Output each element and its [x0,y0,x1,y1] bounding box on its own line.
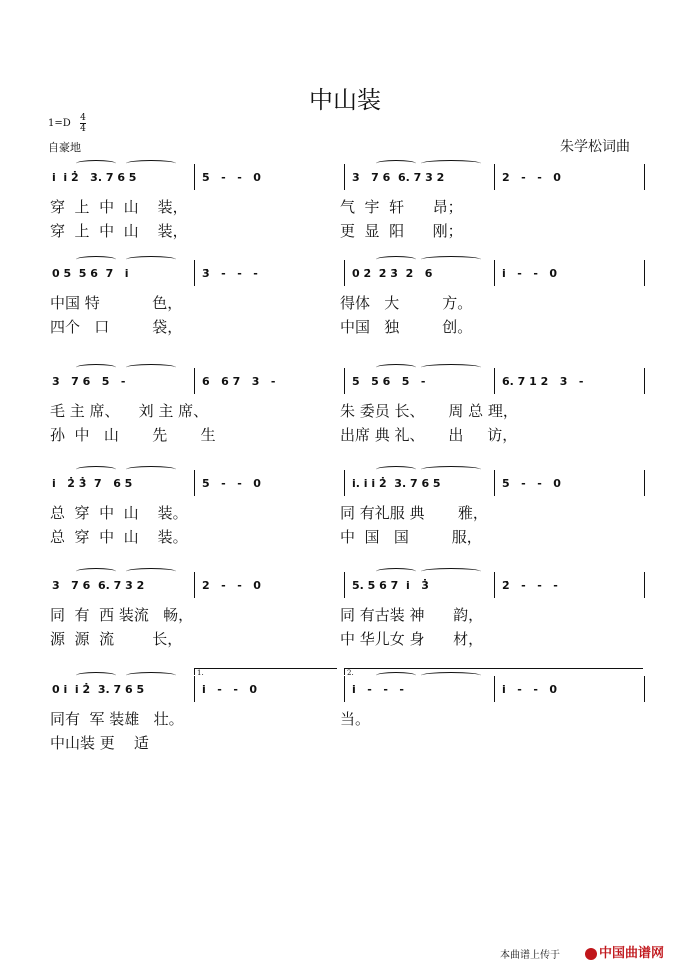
slur-mark [376,568,416,575]
measure: 3 7 6 6. 7 3 2 [352,171,445,184]
slur-mark [126,568,176,575]
barline [644,676,645,702]
barline [194,260,195,286]
notes-line [46,370,646,394]
measure: 2 - - 0 [202,579,261,592]
lyric-line: 总 穿 中 山 装。 [50,504,188,522]
lyric-line: 中国 特 色， [50,294,183,312]
measure: i - - 0 [502,267,558,280]
measure: 5 - - 0 [202,477,261,490]
barline [494,164,495,190]
lyric-line: 得体 大 方。 [340,294,473,312]
slur-mark [76,568,116,575]
slur-mark [76,672,116,679]
song-title: 中山装 [309,86,381,114]
site-name: 中国曲谱网 [599,946,665,961]
lyric-line: 孙 中 山 先 生 [50,426,216,444]
measure: i i 2̇ 3. 7 6 5 [52,171,137,184]
barline [494,676,495,702]
measure: 5. 5 6 7 i 3̇ [352,579,429,592]
composer: 朱学松词曲 [560,139,630,155]
barline [644,470,645,496]
slur-mark [126,466,176,473]
barline [344,260,345,286]
slur-mark [76,256,116,263]
barline [644,572,645,598]
slur-mark [376,364,416,371]
barline [494,470,495,496]
lyric-line: 源 源 流 长， [50,630,183,648]
slur-mark [126,160,176,167]
notes-line [46,678,646,702]
slur-mark [376,256,416,263]
barline [344,676,345,702]
slur-mark [421,256,481,263]
barline [344,368,345,394]
notes-line [46,166,646,190]
measure: i. i i 2̇ 3. 7 6 5 [352,477,441,490]
key-signature: 1=D [48,118,71,129]
measure: 0 i i 2̇ 3. 7 6 5 [52,683,145,696]
barline [194,368,195,394]
barline [194,470,195,496]
slur-mark [126,256,176,263]
slur-mark [421,466,481,473]
slur-mark [376,160,416,167]
slur-mark [421,568,481,575]
lyric-line: 穿 上 中 山 装， [50,222,188,240]
slur-mark [421,160,481,167]
lyric-line: 穿 上 中 山 装， [50,198,188,216]
barline [644,368,645,394]
measure: 3̇ - - - [202,267,258,280]
measure: 5 - - 0 [202,171,261,184]
measure: i - - 0 [502,683,558,696]
slur-mark [76,160,116,167]
barline [344,470,345,496]
notes-line [46,574,646,598]
barline [494,368,495,394]
barline [194,164,195,190]
measure: i - - 0 [202,683,258,696]
measure: i 2̇ 3̇ 7 6 5 [52,477,133,490]
logo-icon [585,948,597,960]
lyric-line: 同 有 西 装流 畅， [50,606,194,624]
measure: 2̇ - - - [502,579,558,592]
lyric-line: 同 有礼服 典 雅， [340,504,488,522]
lyric-line: 四个 口 袋， [50,318,183,336]
lyric-line: 中 国 国 服， [340,528,482,546]
lyric-line: 更 显 阳 刚； [340,222,463,240]
barline [494,260,495,286]
notes-line [46,472,646,496]
barline [494,572,495,598]
slur-mark [76,364,116,371]
lyric-line: 当。 [340,710,371,728]
lyric-line: 朱 委员 长、 周 总 理， [340,402,518,420]
volta-second: 2. [344,668,643,675]
upload-text: 本曲谱上传于 [500,950,560,961]
measure: i - - - [352,683,404,696]
notes-line [46,262,646,286]
tempo-mood: 自豪地 [48,141,81,154]
lyric-line: 毛 主 席、 刘 主 席、 [50,402,209,420]
measure: 3 7 6 6. 7 3 2 [52,579,145,592]
measure: 2 - - 0 [502,171,561,184]
volta-first: 1. [194,668,337,675]
measure: 0 5 5 6 7 i [52,267,129,280]
measure: 5 5 6 5 - [352,375,426,388]
slur-mark [421,364,481,371]
lyric-line: 中山装 更 适 [50,734,149,752]
lyric-line: 总 穿 中 山 装。 [50,528,188,546]
barline [344,164,345,190]
measure: 6 6 7 3 - [202,375,276,388]
time-top: 4 [80,113,86,123]
slur-mark [76,466,116,473]
lyric-line: 中国 独 创。 [340,318,473,336]
slur-mark [126,364,176,371]
barline [644,164,645,190]
measure: 6. 7 1 2 3 - [502,375,584,388]
barline [194,676,195,702]
slur-mark [376,466,416,473]
site-logo[interactable] [585,942,664,961]
time-signature [80,113,86,134]
lyric-line: 同有 军 装雄 壮。 [50,710,184,728]
lyric-line: 出席 典 礼、 出 访， [340,426,518,444]
measure: 3 7 6 5 - [52,375,126,388]
barline [644,260,645,286]
lyric-line: 同 有古装 神 韵， [340,606,484,624]
measure: 5 - - 0 [502,477,561,490]
barline [344,572,345,598]
time-bottom: 4 [80,124,86,134]
barline [194,572,195,598]
lyric-line: 气 宇 轩 昂； [340,198,463,216]
slur-mark [126,672,176,679]
measure: 0 2̇ 2̇ 3̇ 2̇ 6 [352,267,433,280]
lyric-line: 中 华儿女 身 材， [340,630,484,648]
